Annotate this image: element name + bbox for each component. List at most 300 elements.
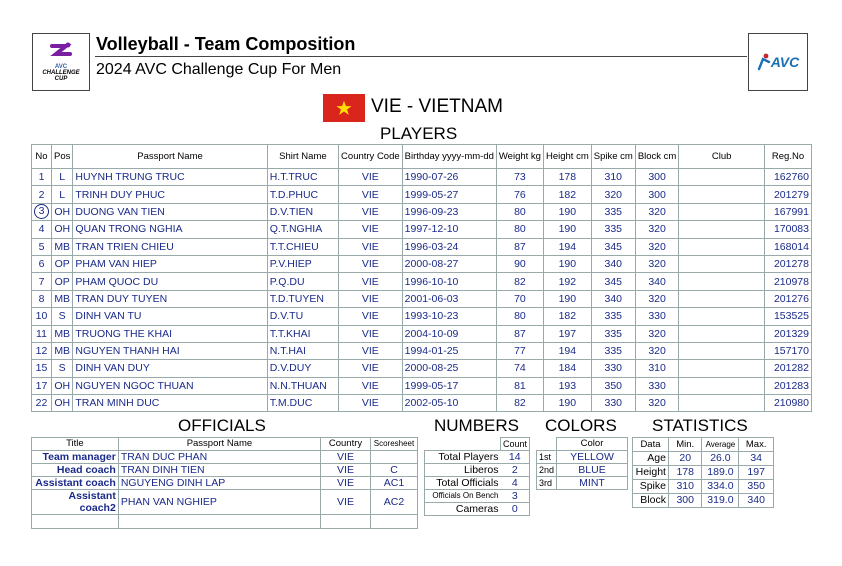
colors-col-blank [537,438,557,451]
official-scoresheet-cell [370,451,417,464]
officials-col-country: Country [321,438,371,451]
statistics-label: Age [633,452,669,466]
players-header-row [32,145,812,169]
player-no-cell: 4 [32,221,52,238]
player-name-cell: NGUYEN NGOC THUAN [73,377,267,394]
avc-player-icon [757,53,771,71]
player-block-cell: 310 [635,360,679,377]
player-no-cell: 6 [32,255,52,272]
title-divider [95,56,747,57]
col-club: Club [679,145,765,169]
player-spike-cell: 350 [591,377,635,394]
numbers-row [425,503,530,516]
numbers-value: 14 [500,451,529,464]
player-no-cell: 12 [32,342,52,359]
player-name-cell: DINH VAN DUY [73,360,267,377]
statistics-row [633,494,774,508]
player-spike-cell: 320 [591,186,635,203]
player-no-cell: 8 [32,290,52,307]
team-name: VIE - VIETNAM [371,96,503,117]
player-height-cell: 182 [543,186,591,203]
player-shirt-cell: N.N.THUAN [267,377,338,394]
player-birthday-cell: 1996-10-10 [402,273,496,290]
player-pos-cell: OH [52,203,73,220]
col-reg-no: Reg.No [765,145,812,169]
player-weight-cell: 82 [496,273,543,290]
statistics-table [632,437,774,508]
player-club-cell [679,290,765,307]
statistics-min: 310 [668,480,702,494]
player-no-circled: 3 [34,204,49,219]
player-name-cell: TRINH DUY PHUC [73,186,267,203]
statistics-col-min: Min. [668,438,702,452]
player-reg-cell: 201282 [765,360,812,377]
player-reg-cell: 201278 [765,255,812,272]
player-weight-cell: 90 [496,255,543,272]
numbers-header-row [425,438,530,451]
player-birthday-cell: 1997-12-10 [402,221,496,238]
player-block-cell: 320 [635,325,679,342]
player-block-cell: 320 [635,221,679,238]
player-club-cell [679,325,765,342]
statistics-row [633,466,774,480]
player-country-cell: VIE [339,221,403,238]
numbers-label: Officials On Bench [425,490,501,503]
official-country-cell: VIE [321,451,371,464]
player-shirt-cell: P.V.HIEP [267,255,338,272]
player-country-cell: VIE [339,169,403,186]
officials-col-title: Title [32,438,119,451]
player-no-cell: 1 [32,169,52,186]
avc-logo-text: AVC [770,54,800,70]
player-height-cell: 190 [543,290,591,307]
player-spike-cell: 340 [591,255,635,272]
player-birthday-cell: 1990-07-26 [402,169,496,186]
player-club-cell [679,377,765,394]
player-spike-cell: 330 [591,395,635,412]
player-weight-cell: 70 [496,290,543,307]
player-name-cell: QUAN TRONG NGHIA [73,221,267,238]
player-name-cell: TRAN DUY TUYEN [73,290,267,307]
volleyball-player-icon [46,42,76,64]
player-no-cell: 15 [32,360,52,377]
logo-cup-text: CUP [54,75,68,82]
statistics-max: 350 [739,480,774,494]
numbers-label: Liberos [425,464,501,477]
player-height-cell: 190 [543,255,591,272]
player-name-cell: HUYNH TRUNG TRUC [73,169,267,186]
numbers-label: Total Players [425,451,501,464]
col-passport-name: Passport Name [73,145,267,169]
statistics-avg: 334.0 [702,480,739,494]
official-empty-cell [118,515,320,529]
player-weight-cell: 76 [496,186,543,203]
official-row [32,490,418,515]
page-subtitle: 2024 AVC Challenge Cup For Men [96,61,342,78]
statistics-row [633,452,774,466]
officials-table [31,437,418,529]
player-pos-cell: OP [52,273,73,290]
player-reg-cell: 168014 [765,238,812,255]
player-no-cell: 22 [32,395,52,412]
col-weight: Weight kg [496,145,543,169]
player-reg-cell: 201283 [765,377,812,394]
player-birthday-cell: 1996-03-24 [402,238,496,255]
player-birthday-cell: 1996-09-23 [402,203,496,220]
player-club-cell [679,186,765,203]
player-no-cell: 10 [32,308,52,325]
official-name-cell: NGUYENG DINH LAP [118,477,320,490]
page-title: Volleyball - Team Composition [96,34,356,54]
player-country-cell: VIE [339,255,403,272]
colors-order: 3rd [537,477,557,490]
player-pos-cell: S [52,360,73,377]
col-shirt-name: Shirt Name [267,145,338,169]
statistics-avg: 26.0 [702,452,739,466]
player-height-cell: 190 [543,203,591,220]
statistics-row [633,480,774,494]
player-row [32,169,812,186]
officials-header-row [32,438,418,451]
player-weight-cell: 80 [496,203,543,220]
numbers-col-blank [425,438,501,451]
player-country-cell: VIE [339,395,403,412]
official-title-cell: Assistant coach [32,477,119,490]
statistics-avg: 189.0 [702,466,739,480]
players-table [31,144,812,412]
player-weight-cell: 77 [496,342,543,359]
official-scoresheet-cell: AC1 [370,477,417,490]
player-no-cell: 7 [32,273,52,290]
statistics-min: 20 [668,452,702,466]
numbers-value: 0 [500,503,529,516]
player-club-cell [679,221,765,238]
player-block-cell: 320 [635,290,679,307]
official-name-cell: TRAN DUC PHAN [118,451,320,464]
colors-header-row [537,438,628,451]
player-country-cell: VIE [339,360,403,377]
player-name-cell: NGUYEN THANH HAI [73,342,267,359]
player-reg-cell: 210980 [765,395,812,412]
player-spike-cell: 330 [591,360,635,377]
player-height-cell: 184 [543,360,591,377]
avc-challenge-cup-logo [32,33,90,91]
official-empty-cell [32,515,119,529]
player-weight-cell: 80 [496,221,543,238]
player-weight-cell: 82 [496,395,543,412]
player-no-cell: 2 [32,186,52,203]
player-birthday-cell: 2002-05-10 [402,395,496,412]
player-shirt-cell: T.D.PHUC [267,186,338,203]
player-pos-cell: L [52,186,73,203]
player-no-cell [32,203,52,220]
player-no-cell: 5 [32,238,52,255]
player-height-cell: 194 [543,342,591,359]
player-height-cell: 190 [543,395,591,412]
player-height-cell: 192 [543,273,591,290]
player-spike-cell: 335 [591,342,635,359]
vietnam-flag-icon [323,94,365,122]
player-birthday-cell: 1999-05-27 [402,186,496,203]
player-row [32,203,812,220]
numbers-table [424,437,530,516]
player-height-cell: 178 [543,169,591,186]
colors-heading: COLORS [545,416,617,435]
player-spike-cell: 335 [591,203,635,220]
flag-star-icon [336,100,352,116]
player-shirt-cell: Q.T.NGHIA [267,221,338,238]
officials-col-scoresheet: Scoresheet [370,438,417,451]
player-reg-cell: 170083 [765,221,812,238]
player-country-cell: VIE [339,273,403,290]
player-club-cell [679,255,765,272]
player-name-cell: PHAM QUOC DU [73,273,267,290]
player-pos-cell: MB [52,238,73,255]
player-height-cell: 182 [543,308,591,325]
player-country-cell: VIE [339,342,403,359]
player-club-cell [679,342,765,359]
numbers-col-count: Count [500,438,529,451]
logo-avc-text: AVC [54,63,68,70]
colors-table [536,437,628,490]
official-scoresheet-cell: AC2 [370,490,417,515]
avc-logo [748,33,808,91]
player-row [32,290,812,307]
statistics-avg: 319.0 [702,494,739,508]
official-scoresheet-cell: C [370,464,417,477]
player-row [32,325,812,342]
colors-order: 2nd [537,464,557,477]
col-no: No [32,145,52,169]
player-club-cell [679,203,765,220]
player-row [32,186,812,203]
official-country-cell: VIE [321,464,371,477]
player-shirt-cell: T.T.CHIEU [267,238,338,255]
player-club-cell [679,273,765,290]
player-name-cell: PHAM VAN HIEP [73,255,267,272]
player-block-cell: 320 [635,342,679,359]
player-row [32,221,812,238]
numbers-value: 3 [500,490,529,503]
player-row [32,342,812,359]
colors-row [537,464,628,477]
player-reg-cell: 210978 [765,273,812,290]
player-country-cell: VIE [339,308,403,325]
player-weight-cell: 80 [496,308,543,325]
player-no-cell: 17 [32,377,52,394]
player-pos-cell: MB [52,342,73,359]
player-club-cell [679,308,765,325]
colors-order: 1st [537,451,557,464]
statistics-max: 340 [739,494,774,508]
player-birthday-cell: 1999-05-17 [402,377,496,394]
player-pos-cell: L [52,169,73,186]
player-row [32,238,812,255]
player-reg-cell: 153525 [765,308,812,325]
player-pos-cell: MB [52,325,73,342]
player-reg-cell: 162760 [765,169,812,186]
player-block-cell: 330 [635,308,679,325]
player-shirt-cell: T.D.TUYEN [267,290,338,307]
numbers-label: Total Officials [425,477,501,490]
player-club-cell [679,360,765,377]
player-height-cell: 193 [543,377,591,394]
official-row [32,477,418,490]
statistics-label: Height [633,466,669,480]
numbers-heading: NUMBERS [434,416,520,435]
official-row [32,451,418,464]
statistics-min: 300 [668,494,702,508]
statistics-col-max: Max. [739,438,774,452]
statistics-label: Block [633,494,669,508]
player-reg-cell: 167991 [765,203,812,220]
col-block: Block cm [635,145,679,169]
col-birthday: Birthday yyyy-mm-dd [402,145,496,169]
player-country-cell: VIE [339,290,403,307]
player-weight-cell: 74 [496,360,543,377]
player-block-cell: 300 [635,186,679,203]
numbers-row [425,451,530,464]
player-spike-cell: 345 [591,273,635,290]
player-country-cell: VIE [339,238,403,255]
player-spike-cell: 335 [591,325,635,342]
official-title-cell: Head coach [32,464,119,477]
numbers-value: 2 [500,464,529,477]
official-country-cell: VIE [321,477,371,490]
player-pos-cell: OH [52,221,73,238]
player-pos-cell: OH [52,377,73,394]
player-shirt-cell: D.V.DUY [267,360,338,377]
player-country-cell: VIE [339,186,403,203]
player-name-cell: TRAN MINH DUC [73,395,267,412]
colors-value: BLUE [557,464,628,477]
player-weight-cell: 87 [496,238,543,255]
player-no-cell: 11 [32,325,52,342]
player-spike-cell: 335 [591,221,635,238]
statistics-heading: STATISTICS [652,416,748,435]
player-weight-cell: 73 [496,169,543,186]
statistics-min: 178 [668,466,702,480]
statistics-max: 197 [739,466,774,480]
official-title-cell: Team manager [32,451,119,464]
player-reg-cell: 201279 [765,186,812,203]
colors-value: YELLOW [557,451,628,464]
colors-row [537,477,628,490]
statistics-header-row [633,438,774,452]
player-row [32,360,812,377]
player-club-cell [679,169,765,186]
player-spike-cell: 345 [591,238,635,255]
player-country-cell: VIE [339,377,403,394]
player-pos-cell: S [52,308,73,325]
player-birthday-cell: 2001-06-03 [402,290,496,307]
player-birthday-cell: 2000-08-25 [402,360,496,377]
player-row [32,255,812,272]
colors-row [537,451,628,464]
col-spike: Spike cm [591,145,635,169]
player-shirt-cell: T.M.DUC [267,395,338,412]
player-block-cell: 320 [635,255,679,272]
player-block-cell: 330 [635,377,679,394]
player-shirt-cell: T.T.KHAI [267,325,338,342]
player-row [32,395,812,412]
numbers-label: Cameras [425,503,501,516]
player-shirt-cell: H.T.TRUC [267,169,338,186]
official-name-cell: TRAN DINH TIEN [118,464,320,477]
player-height-cell: 197 [543,325,591,342]
player-country-cell: VIE [339,325,403,342]
player-birthday-cell: 1993-10-23 [402,308,496,325]
col-pos: Pos [52,145,73,169]
numbers-row [425,477,530,490]
player-weight-cell: 81 [496,377,543,394]
logo-challenge-text: CHALLENGE [42,69,80,76]
official-country-cell: VIE [321,490,371,515]
official-row [32,464,418,477]
player-row [32,377,812,394]
player-shirt-cell: P.Q.DU [267,273,338,290]
col-country-code: Country Code [339,145,403,169]
player-club-cell [679,238,765,255]
player-block-cell: 340 [635,273,679,290]
statistics-col-average: Average [702,438,739,452]
player-shirt-cell: D.V.TIEN [267,203,338,220]
officials-col-name: Passport Name [118,438,320,451]
player-spike-cell: 310 [591,169,635,186]
player-birthday-cell: 2004-10-09 [402,325,496,342]
players-heading: PLAYERS [380,124,458,143]
player-reg-cell: 157170 [765,342,812,359]
officials-heading: OFFICIALS [178,416,266,435]
player-reg-cell: 201329 [765,325,812,342]
player-block-cell: 320 [635,395,679,412]
player-pos-cell: OP [52,255,73,272]
player-block-cell: 320 [635,238,679,255]
official-name-cell: PHAN VAN NGHIEP [118,490,320,515]
player-club-cell [679,395,765,412]
player-height-cell: 194 [543,238,591,255]
player-pos-cell: OH [52,395,73,412]
player-spike-cell: 340 [591,290,635,307]
statistics-max: 34 [739,452,774,466]
player-shirt-cell: N.T.HAI [267,342,338,359]
official-empty-cell [321,515,371,529]
player-shirt-cell: D.V.TU [267,308,338,325]
official-empty-cell [370,515,417,529]
numbers-value: 4 [500,477,529,490]
player-row [32,273,812,290]
player-name-cell: DINH VAN TU [73,308,267,325]
player-name-cell: TRUONG THE KHAI [73,325,267,342]
player-block-cell: 320 [635,203,679,220]
colors-col-color: Color [557,438,628,451]
player-spike-cell: 335 [591,308,635,325]
numbers-row [425,464,530,477]
player-country-cell: VIE [339,203,403,220]
player-row [32,308,812,325]
player-height-cell: 190 [543,221,591,238]
colors-value: MINT [557,477,628,490]
statistics-col-data: Data [633,438,669,452]
statistics-label: Spike [633,480,669,494]
official-empty-row [32,515,418,529]
player-block-cell: 300 [635,169,679,186]
player-name-cell: DUONG VAN TIEN [73,203,267,220]
official-title-cell: Assistant coach2 [32,490,119,515]
player-reg-cell: 201276 [765,290,812,307]
player-weight-cell: 87 [496,325,543,342]
player-pos-cell: MB [52,290,73,307]
